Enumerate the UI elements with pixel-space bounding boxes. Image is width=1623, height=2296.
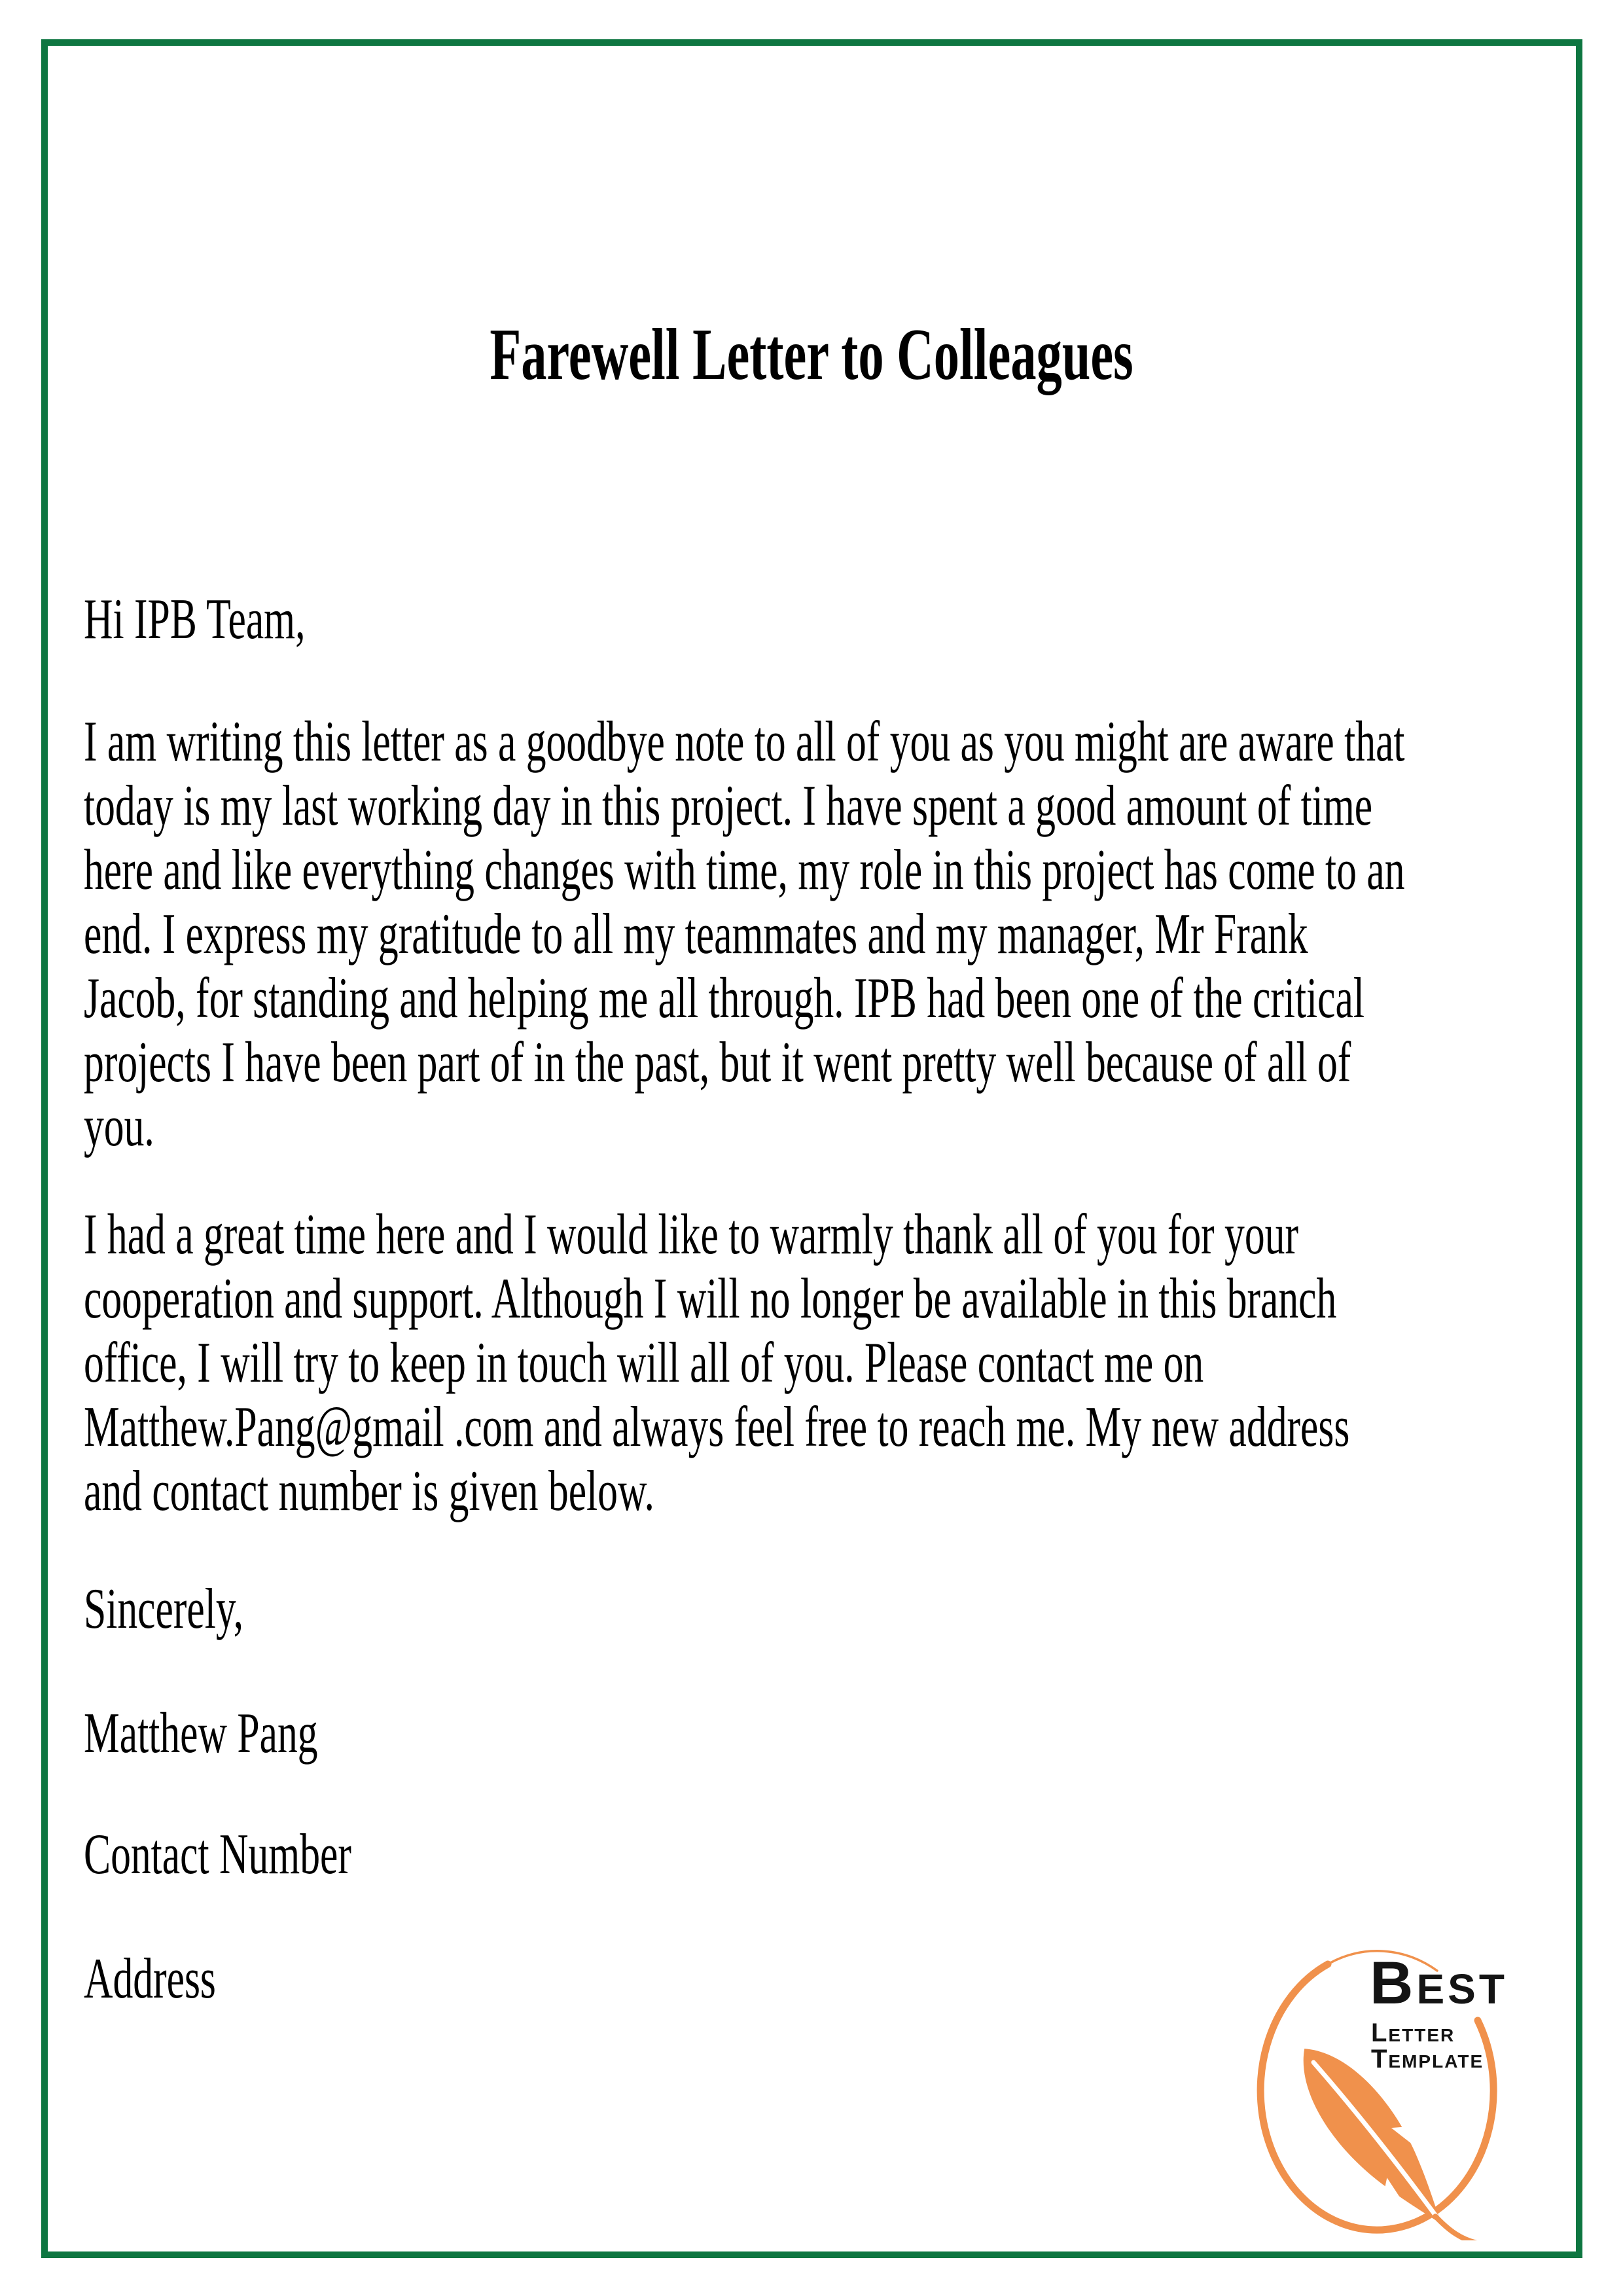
paragraph-line: Matthew.Pang@gmail .com and always feel free to reach me. My new address bbox=[84, 1395, 1350, 1459]
paragraph-line: here and like everything changes with time, my role in this project has come to an bbox=[84, 838, 1405, 902]
contact-number-text: Contact Number bbox=[84, 1823, 351, 1886]
closing-text: Sincerely, bbox=[84, 1577, 244, 1641]
contact-number-label bbox=[84, 1823, 351, 1887]
signature-text: Matthew Pang bbox=[84, 1702, 318, 1765]
paragraph-line: I am writing this letter as a goodbye note to all of you as you might are aware that bbox=[84, 710, 1405, 774]
greeting bbox=[84, 588, 305, 652]
address-label bbox=[84, 1947, 216, 2011]
closing bbox=[84, 1577, 243, 1641]
paragraph-line: projects I have been part of in the past, but it went pretty well because of all of bbox=[84, 1031, 1351, 1094]
logo-brand-tagline: Letter Template bbox=[1371, 2018, 1484, 2073]
paragraph-line: Jacob, for standing and helping me all through. IPB had been one of the critical bbox=[84, 967, 1364, 1030]
paragraph-line: cooperation and support. Although I will no longer be available in this branch bbox=[84, 1267, 1337, 1331]
paragraph-line: I had a great time here and I would like to warmly thank all of you for your bbox=[84, 1203, 1298, 1266]
logo-brand-name: Best bbox=[1370, 1950, 1508, 2017]
address-text: Address bbox=[84, 1947, 216, 2011]
paragraph-line: office, I will try to keep in touch will all of you. Please contact me on bbox=[84, 1331, 1204, 1395]
paragraph-2 bbox=[84, 1203, 1349, 1524]
paragraph-line: you. bbox=[84, 1095, 154, 1158]
paragraph-line: and contact number is given below. bbox=[84, 1460, 654, 1523]
signature-name bbox=[84, 1702, 318, 1766]
paragraph-1 bbox=[84, 710, 1405, 1159]
greeting-text: Hi IPB Team, bbox=[84, 588, 306, 651]
best-letter-template-logo bbox=[1257, 1949, 1518, 2240]
paragraph-line: end. I express my gratitude to all my teammates and my manager, Mr Frank bbox=[84, 903, 1308, 966]
letter-title: Farewell Letter to Colleagues bbox=[490, 314, 1133, 395]
paragraph-line: today is my last working day in this project. I have spent a good amount of time bbox=[84, 774, 1373, 838]
